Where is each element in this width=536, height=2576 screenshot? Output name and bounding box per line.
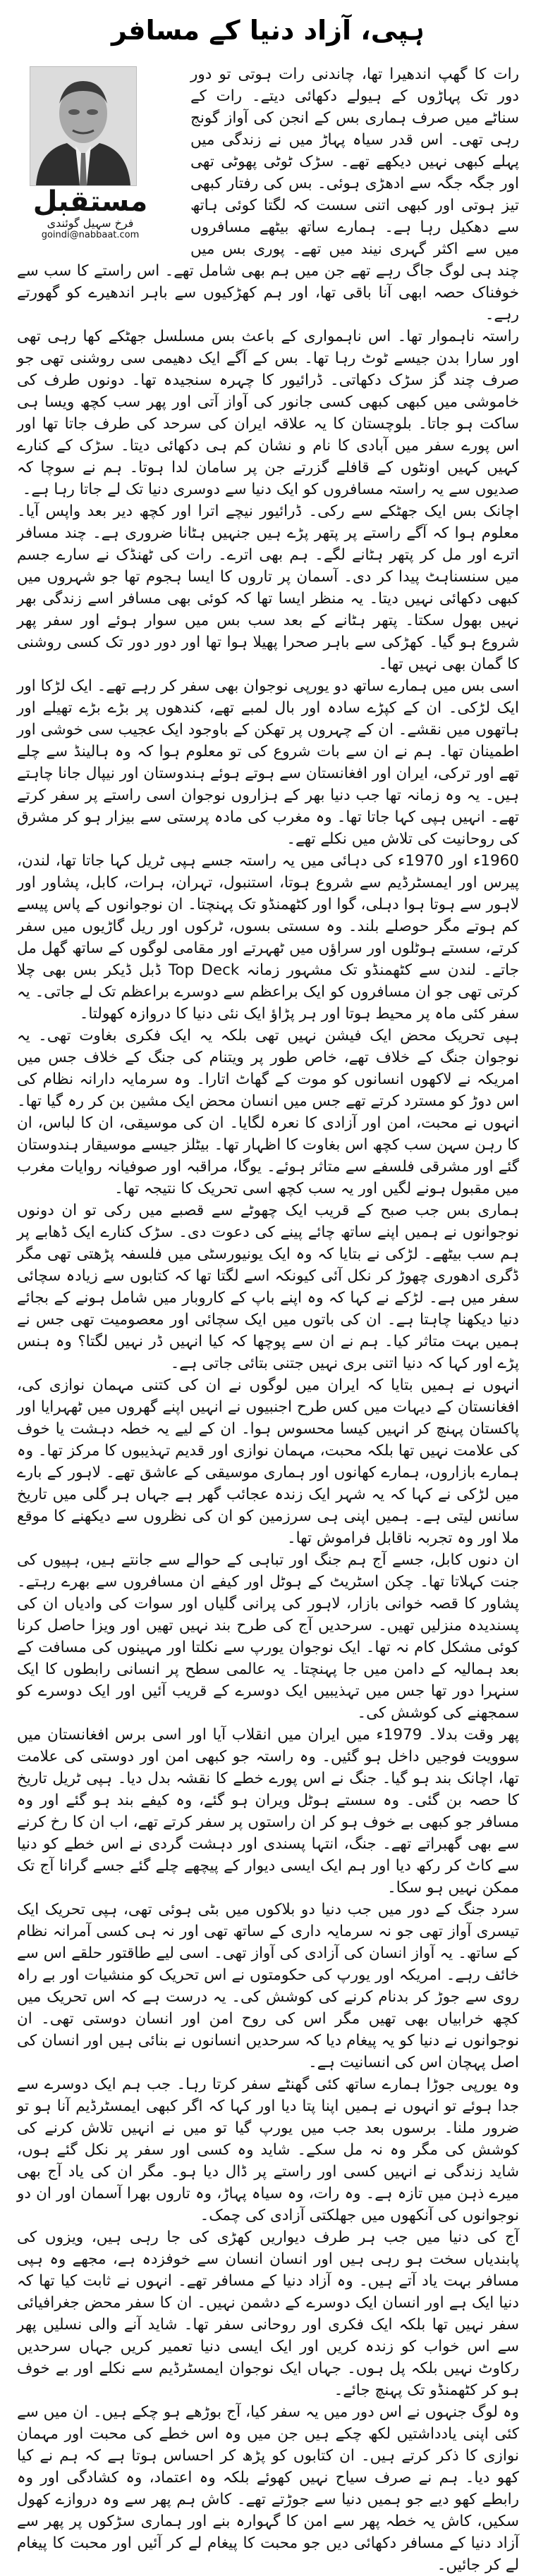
article-paragraph: سرد جنگ کے دور میں جب دنیا دو بلاکوں میں بٹی ہوئی تھی، ہپی تحریک ایک تیسری آواز تھی جو نہ سرمایہ داری کے ساتھ تھی اور نہ ہی کسی آمرانہ نظام کے ساتھ۔ یہ آواز انسان کی آزادی کی آواز تھی۔ اسی لیے طاقتور حلقے اس سے خائف رہے۔ امریکہ اور یورپ کی حکومتوں نے اس تحریک کو منشیات اور بے راہ روی سے جوڑ کر بدنام کرنے کی کوشش کی۔ یہ درست ہے کہ اس تحریک میں کچھ خرابیاں بھی تھیں مگر اس کی روح امن اور انسان دوستی تھی۔ ان نوجوانوں نے دنیا کو یہ پیغام دیا کہ سرحدیں انسانوں نے بنائی ہیں اور انسان کی اصل پہچان اس کی انسانیت ہے۔ bbox=[17, 1901, 519, 2071]
article-paragraph: وہ لوگ جنہوں نے اس دور میں یہ سفر کیا، آج بوڑھے ہو چکے ہیں۔ ان میں سے کئی اپنی یادداشتیں لکھ چکے ہیں جن میں وہ اس خطے کی محبت اور مہمان نوازی کا ذکر کرتے ہیں۔ ان کتابوں کو پڑھ کر احساس ہوتا ہے کہ ہم نے کیا کھو دیا۔ ہم نے صرف سیاح نہیں کھوئے بلکہ وہ اعتماد، وہ کشادگی اور وہ رابطے کھو دیے جو ہمیں دنیا سے جوڑتے تھے۔ کاش ہم پھر سے وہ دروازے کھول سکیں، کاش یہ خطہ پھر سے امن کا گہوارہ بنے اور ہماری سڑکوں پر پھر سے آزاد دنیا کے مسافر دکھائی دیں جو محبت کا پیغام لے کر آئیں اور محبت کا پیغام لے کر جائیں۔ bbox=[17, 2403, 519, 2574]
author-email: goindi@nabbaat.com bbox=[41, 230, 140, 240]
headline-row bbox=[17, 10, 519, 51]
author-portrait-icon bbox=[30, 67, 136, 185]
article-paragraph: رات کا گھپ اندھیرا تھا، چاندنی رات ہوتی تو دور دور تک پہاڑوں کے ہیولے دکھائی دیتے۔ رات کے سناٹے میں صرف ہماری بس کے انجن کی آواز گونج رہی تھی۔ اس قدر سیاہ پہاڑ میں نے زندگی میں پہلے کبھی نہیں دیکھے تھے۔ سڑک ٹوٹی پھوٹی تھی اور جگہ جگہ سے ادھڑی ہوئی۔ بس کی رفتار کبھی تیز ہوتی اور کبھی اتنی سست کہ لگتا کوئی ہاتھ سے دھکیل رہا ہے۔ ہمارے ساتھ بیٹھے مسافروں میں سے اکثر گہری نیند میں تھے۔ پوری بس میں چند ہی لوگ جاگ رہے تھے جن میں ہم بھی شامل تھے۔ اس راستے کا سب سے خوفناک حصہ ابھی آنا باقی تھا، اور ہم کھڑکیوں سے باہر اندھیرے کو گھورتے رہے۔ bbox=[17, 66, 519, 323]
article-paragraph: ہماری بس جب صبح کے قریب ایک چھوٹے سے قصبے میں رکی تو ان دونوں نوجوانوں نے ہمیں اپنے ساتھ چائے پینے کی دعوت دی۔ سڑک کنارے ایک ڈھابے پر ہم سب بیٹھے۔ لڑکی نے بتایا کہ وہ ایک یونیورسٹی میں فلسفہ پڑھتی تھی مگر ڈگری ادھوری چھوڑ کر نکل آئی کیونکہ اسے لگتا تھا کہ کتابوں سے زیادہ سچائی سفر میں ہے۔ لڑکے نے کہا کہ وہ اپنے باپ کے کاروبار میں شامل ہونے کے بجائے دنیا دیکھنا چاہتا ہے۔ ان کی باتوں میں ایک سچائی اور معصومیت تھی جس نے ہمیں بہت متاثر کیا۔ ہم نے ان سے پوچھا کہ کیا انہیں ڈر نہیں لگتا؟ وہ ہنس پڑے اور کہا کہ دنیا اتنی بری نہیں جتنی بتائی جاتی ہے۔ bbox=[17, 1202, 519, 1372]
column-name: مستقبل bbox=[32, 185, 148, 218]
author-byline-box bbox=[17, 66, 181, 242]
author-photo bbox=[30, 66, 137, 186]
article-paragraph: 1960ء اور 1970ء کی دہائی میں یہ راستہ جسے ہپی ٹریل کہا جاتا تھا، لندن، پیرس اور ایمسٹرڈیم سے شروع ہوتا، استنبول، تہران، ہرات، کابل، پشاور اور لاہور سے ہوتا ہوا دہلی، گوا اور کٹھمنڈو تک پہنچتا۔ ان نوجوانوں کے پاس پیسے کم ہوتے مگر حوصلے بلند۔ وہ سستی بسوں، ٹرکوں اور ریل گاڑیوں میں سفر کرتے، سستے ہوٹلوں اور سراؤں میں ٹھہرتے اور مقامی لوگوں کے ساتھ گھل مل جاتے۔ لندن سے کٹھمنڈو تک مشہور زمانہ Top Deck ڈبل ڈیکر بس بھی چلا کرتی تھی جو ان مسافروں کو ایک براعظم سے دوسرے براعظم تک لے جاتی۔ یہ سفر کئی ماہ پر محیط ہوتا اور ہر پڑاؤ ایک نئی دنیا کا دروازہ کھولتا۔ bbox=[17, 852, 519, 1023]
article-paragraph: اچانک بس ایک جھٹکے سے رکی۔ ڈرائیور نیچے اترا اور کچھ دیر بعد واپس آیا۔ معلوم ہوا کہ آگے راستے پر پتھر پڑے ہیں جنہیں ہٹانا ضروری ہے۔ چند مسافر اترے اور مل کر پتھر ہٹانے لگے۔ ہم بھی اترے۔ رات کی ٹھنڈک نے سارے جسم میں سنسناہٹ پیدا کر دی۔ آسمان پر تاروں کا ایسا ہجوم تھا جو شہروں میں کبھی دکھائی نہیں دیتا۔ یہ منظر ایسا تھا کہ کوئی بھی مسافر اسے زندگی بھر نہیں بھول سکتا۔ پتھر ہٹانے کے بعد سب بس میں سوار ہوئے اور سفر پھر شروع ہو گیا۔ کھڑکی سے باہر صحرا پھیلا ہوا تھا اور دور دور تک کسی روشنی کا گمان بھی نہیں تھا۔ bbox=[17, 503, 519, 673]
article-paragraph: ان دنوں کابل، جسے آج ہم جنگ اور تباہی کے حوالے سے جانتے ہیں، ہپیوں کی جنت کہلاتا تھا۔ چکن اسٹریٹ کے ہوٹل اور کیفے ان مسافروں سے بھرے رہتے۔ پشاور کا قصہ خوانی بازار، لاہور کی پرانی گلیاں اور سوات کی وادیاں ان کی پسندیدہ منزلیں تھیں۔ سرحدیں آج کی طرح بند نہیں تھیں اور ویزا حاصل کرنا کوئی مشکل کام نہ تھا۔ ایک نوجوان یورپ سے نکلتا اور مہینوں کی مسافت کے بعد ہمالیہ کے دامن میں جا پہنچتا۔ یہ عالمی سطح پر انسانی رابطوں کا ایک سنہرا دور تھا جس میں تہذیبیں ایک دوسرے کے قریب آئیں اور ایک دوسرے کو سمجھنے کی کوشش کی۔ bbox=[17, 1551, 519, 1722]
article-paragraph: راستہ ناہموار تھا۔ اس ناہمواری کے باعث بس مسلسل جھٹکے کھا رہی تھی اور سارا بدن جیسے ٹوٹ رہا تھا۔ بس کے آگے ایک دھیمی سی روشنی تھی جو صرف چند گز سڑک دکھاتی۔ ڈرائیور کا چہرہ سنجیدہ تھا۔ دونوں طرف کی خاموشی میں کبھی کبھی کسی جانور کی آواز آتی اور پھر سب کچھ ویسا ہی ساکت ہو جاتا۔ بلوچستان کا یہ علاقہ ایران کی سرحد کی طرف جاتا تھا اور اس پورے سفر میں آبادی کا نام و نشان کم ہی دکھائی دیتا۔ سڑک کے کنارے کہیں کہیں اونٹوں کے قافلے گزرتے جن پر سامان لدا ہوتا۔ ہم نے سوچا کہ صدیوں سے یہ راستہ مسافروں کو ایک دنیا سے دوسری دنیا تک لے جاتا رہا ہے۔ bbox=[17, 328, 519, 498]
article-paragraph: اسی بس میں ہمارے ساتھ دو یورپی نوجوان بھی سفر کر رہے تھے۔ ایک لڑکا اور ایک لڑکی۔ ان کے کپڑے سادہ اور بال لمبے تھے، کندھوں پر بڑے بڑے تھیلے اور ہاتھوں میں نقشے۔ ان کے چہروں پر تھکن کے باوجود ایک عجیب سی خوشی اور اطمینان تھا۔ ہم نے ان سے بات شروع کی تو معلوم ہوا کہ وہ ہالینڈ سے چلے تھے اور ترکی، ایران اور افغانستان سے ہوتے ہوئے ہندوستان اور نیپال جانا چاہتے ہیں۔ یہ وہ زمانہ تھا جب دنیا بھر کے ہزاروں نوجوان اسی راستے پر سفر کرتے تھے۔ انہیں ہپی کہا جاتا تھا۔ وہ مغرب کی مادہ پرستی سے بیزار ہو کر مشرق کی روحانیت کی تلاش میں نکلے تھے۔ bbox=[17, 677, 519, 848]
author-name: فرخ سہیل گوئندی bbox=[47, 216, 134, 230]
article-body bbox=[17, 63, 519, 2576]
article-title: ہپی، آزاد دنیا کے مسافر bbox=[111, 15, 425, 46]
article-paragraph: آج کی دنیا میں جب ہر طرف دیواریں کھڑی کی جا رہی ہیں، ویزوں کی پابندیاں سخت ہو رہی ہیں اور انسان انسان سے خوفزدہ ہے، مجھے وہ ہپی مسافر بہت یاد آتے ہیں۔ وہ آزاد دنیا کے مسافر تھے۔ انہوں نے ثابت کیا تھا کہ دنیا ایک ہے اور انسان ایک دوسرے کے دشمن نہیں۔ ان کا سفر محض جغرافیائی سفر نہیں تھا بلکہ ایک فکری اور روحانی سفر تھا۔ شاید آنے والی نسلیں پھر سے اس خواب کو زندہ کریں اور ایک ایسی دنیا تعمیر کریں جہاں سرحدیں رکاوٹ نہیں بلکہ پل ہوں۔ جہاں ایک نوجوان ایمسٹرڈیم سے نکلے اور بے خوف ہو کر کٹھمنڈو تک پہنچ جائے۔ bbox=[17, 2229, 519, 2399]
article-paragraph: ہپی تحریک محض ایک فیشن نہیں تھی بلکہ یہ ایک فکری بغاوت تھی۔ یہ نوجوان جنگ کے خلاف تھے، خاص طور پر ویتنام کی جنگ کے خلاف جس میں امریکہ نے لاکھوں انسانوں کو موت کے گھاٹ اتارا۔ وہ سرمایہ دارانہ نظام کی اس دوڑ کو مسترد کرتے تھے جس میں انسان محض ایک مشین بن کر رہ گیا تھا۔ انہوں نے محبت، امن اور آزادی کا نعرہ لگایا۔ ان کی موسیقی، ان کا لباس، ان کا رہن سہن سب کچھ اس بغاوت کا اظہار تھا۔ بیٹلز جیسے موسیقار ہندوستان گئے اور مشرقی فلسفے سے متاثر ہوئے۔ یوگا، مراقبہ اور صوفیانہ روایات مغرب میں مقبول ہونے لگیں اور یہ سب کچھ اسی تحریک کا نتیجہ تھا۔ bbox=[17, 1027, 519, 1197]
article-paragraph: وہ یورپی جوڑا ہمارے ساتھ کئی گھنٹے سفر کرتا رہا۔ جب ہم ایک دوسرے سے جدا ہوئے تو انہوں نے ہمیں اپنا پتا دیا اور کہا کہ اگر کبھی ایمسٹرڈیم آنا ہو تو ضرور ملنا۔ برسوں بعد جب میں یورپ گیا تو میں نے انہیں تلاش کرنے کی کوشش کی مگر وہ نہ مل سکے۔ شاید وہ کسی اور سفر پر نکل گئے ہوں، شاید زندگی نے انہیں کسی اور راستے پر ڈال دیا ہو۔ مگر ان کی یاد آج بھی میرے ذہن میں تازہ ہے۔ وہ رات، وہ سیاہ پہاڑ، وہ تاروں بھرا آسمان اور ان دو نوجوانوں کی آنکھوں میں جھلکتی آزادی کی چمک۔ bbox=[17, 2076, 519, 2224]
article-paragraph: پھر وقت بدلا۔ 1979ء میں ایران میں انقلاب آیا اور اسی برس افغانستان میں سوویت فوجیں داخل ہو گئیں۔ وہ راستہ جو کبھی امن اور دوستی کی علامت تھا، اچانک بند ہو گیا۔ جنگ نے اس پورے خطے کا نقشہ بدل دیا۔ ہپی ٹریل تاریخ کا حصہ بن گئی۔ وہ سستے ہوٹل ویران ہو گئے، وہ کیفے بند ہو گئے اور وہ مسافر جو کبھی بے خوف ہو کر ان راستوں پر سفر کرتے تھے، اب ان کا رخ کرنے سے بھی گھبراتے تھے۔ جنگ، انتہا پسندی اور دہشت گردی نے اس خطے کو دنیا سے کاٹ کر رکھ دیا اور ہم ایک ایسی دیوار کے پیچھے چلے گئے جسے گرانا آج تک ممکن نہیں ہو سکا۔ bbox=[17, 1726, 519, 1897]
article-paragraph: انہوں نے ہمیں بتایا کہ ایران میں لوگوں نے ان کی کتنی مہمان نوازی کی، افغانستان کے دیہات میں کس طرح اجنبیوں نے انہیں اپنے گھروں میں ٹھہرایا اور پاکستان پہنچ کر انہیں کیسا محسوس ہوا۔ ان کے لیے یہ خطہ دہشت یا خوف کی علامت نہیں تھا بلکہ محبت، مہمان نوازی اور قدیم تہذیبوں کا مرکز تھا۔ وہ ہمارے بازاروں، ہمارے کھانوں اور ہماری موسیقی کے عاشق تھے۔ لاہور کے بارے میں لڑکی نے کہا کہ یہ شہر ایک زندہ عجائب گھر ہے جہاں ہر گلی میں تاریخ سانس لیتی ہے۔ ہمیں اپنی ہی سرزمین کو ان کی نظروں سے دیکھنے کا موقع ملا اور وہ تجربہ ناقابل فراموش تھا۔ bbox=[17, 1376, 519, 1547]
